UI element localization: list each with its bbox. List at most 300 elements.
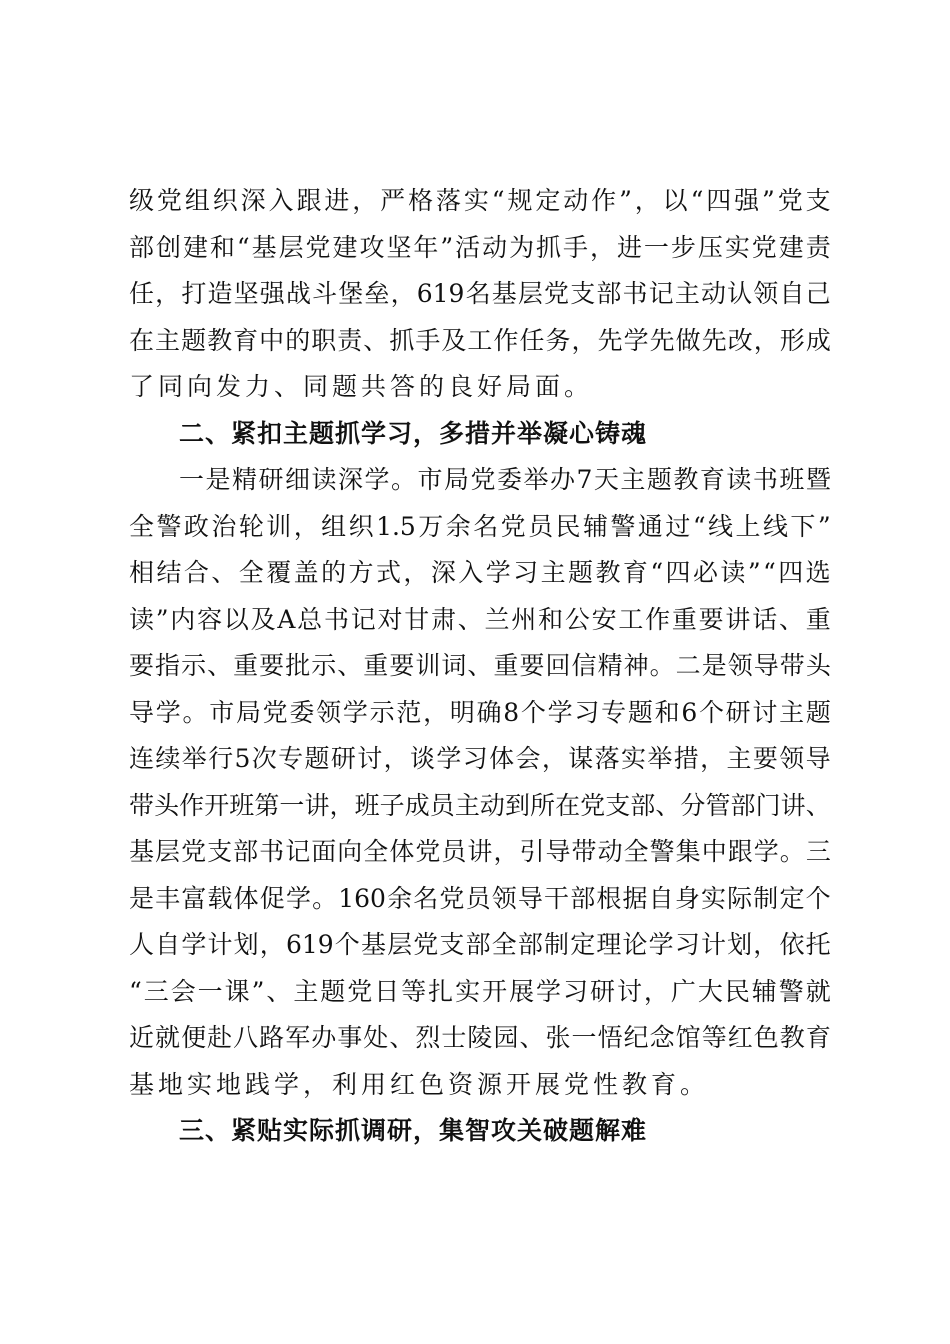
glyph: 、 [211, 558, 237, 587]
glyph: ” [747, 558, 761, 587]
glyph: 部 [465, 930, 491, 959]
glyph: 育 [622, 558, 648, 587]
glyph: 支 [570, 279, 596, 308]
glyph: 、 [805, 790, 831, 820]
glyph: 深 [430, 558, 456, 587]
glyph: 动 [700, 279, 726, 308]
glyph: 四 [706, 186, 732, 215]
glyph: 堡 [338, 279, 364, 308]
glyph: 主 [540, 558, 566, 587]
glyph: 习 [462, 744, 488, 773]
glyph: 军 [285, 1023, 311, 1052]
glyph: 题 [181, 325, 207, 355]
glyph: 部 [596, 279, 622, 308]
section-heading-3: 三、紧贴实际抓调研，集智攻关破题解难 [179, 1116, 648, 1145]
glyph: 讲 [780, 790, 806, 820]
glyph: 认 [727, 279, 753, 308]
glyph: 记 [285, 837, 311, 866]
glyph: 办 [311, 1023, 337, 1052]
glyph: 要 [698, 604, 724, 634]
paragraph-2 [129, 457, 831, 1108]
glyph: 干 [544, 883, 570, 913]
glyph: 悟 [597, 1023, 623, 1052]
glyph: 续 [155, 744, 181, 773]
glyph: 创 [155, 232, 181, 262]
text-line [129, 1015, 831, 1062]
glyph: 实 [455, 976, 481, 1006]
glyph: 余 [445, 511, 471, 541]
glyph: 导 [805, 744, 831, 773]
glyph: 话 [752, 604, 778, 634]
glyph: 工 [618, 604, 644, 634]
glyph: 题 [568, 558, 594, 587]
glyph: 层 [278, 232, 304, 262]
glyph: 在 [555, 790, 581, 820]
glyph: 方 [348, 558, 374, 587]
glyph: 中 [259, 325, 285, 355]
glyph: 指 [155, 651, 181, 680]
glyph: 及 [250, 604, 276, 634]
glyph: 导 [517, 883, 543, 913]
glyph: 训 [266, 511, 292, 541]
glyph: 先 [649, 325, 675, 355]
glyph: 明 [449, 697, 475, 727]
glyph: 馆 [675, 1023, 701, 1052]
glyph: 轮 [238, 511, 264, 541]
text-line [129, 783, 831, 830]
glyph: 结 [156, 558, 182, 587]
glyph: 制 [753, 883, 779, 913]
glyph: 个 [805, 883, 831, 913]
glyph: 范 [396, 697, 422, 727]
section-heading-2: 二、紧扣主题抓学习，多措并举凝心铸魂 [179, 418, 648, 448]
glyph: 促 [259, 883, 285, 913]
glyph: 部 [630, 790, 656, 820]
glyph: 个 [334, 930, 360, 959]
glyph: 个 [698, 697, 724, 727]
glyph: 学 [623, 325, 649, 355]
glyph: 天 [593, 465, 619, 494]
glyph: 是 [701, 651, 727, 680]
glyph: 作 [493, 325, 519, 355]
glyph: “ [763, 558, 776, 587]
glyph: 导 [129, 697, 155, 727]
glyph: 活 [455, 232, 481, 262]
glyph: 管 [705, 790, 731, 820]
glyph: 织 [212, 186, 238, 215]
glyph: ， [700, 744, 726, 773]
glyph: 全 [491, 930, 517, 959]
glyph: 支 [207, 837, 233, 866]
glyph: 主 [293, 976, 319, 1006]
glyph: 教 [779, 1023, 805, 1052]
glyph: 读 [129, 604, 155, 634]
glyph: 层 [387, 930, 413, 959]
glyph: 8 [503, 697, 520, 727]
glyph: “ [491, 186, 505, 215]
text-line [129, 922, 831, 969]
glyph: 记 [648, 279, 674, 308]
glyph: 动 [482, 232, 508, 262]
glyph: 跟 [727, 837, 753, 866]
glyph: 一 [279, 790, 305, 820]
glyph: 以 [223, 604, 249, 634]
glyph: 记 [350, 604, 376, 634]
glyph: 习 [574, 697, 600, 727]
glyph: 辅 [751, 976, 777, 1006]
glyph: 规 [507, 186, 533, 215]
glyph: 。 [312, 883, 338, 913]
glyph: 读 [720, 558, 746, 587]
glyph: 责 [337, 325, 363, 355]
glyph: 头 [805, 651, 831, 680]
glyph: ” [440, 232, 454, 262]
text-line [129, 225, 831, 272]
glyph: 展 [509, 976, 535, 1006]
glyph: 层 [517, 279, 543, 308]
glyph: 、 [389, 1023, 415, 1052]
glyph: 必 [692, 558, 718, 587]
glyph: 手 [563, 232, 589, 262]
glyph: 攻 [359, 232, 385, 262]
glyph: 的 [321, 558, 347, 587]
glyph: “ [690, 186, 704, 215]
glyph: 要 [519, 651, 545, 680]
glyph: 讨 [616, 976, 642, 1006]
text-line [129, 736, 831, 783]
glyph: 学 [753, 837, 779, 866]
glyph: 自 [648, 883, 674, 913]
glyph: 党 [181, 837, 207, 866]
glyph: ， [390, 279, 416, 308]
glyph: 领 [316, 697, 342, 727]
glyph: 公 [564, 604, 590, 634]
glyph: 全 [129, 511, 155, 541]
text-line [129, 969, 831, 1016]
glyph: 开 [204, 790, 230, 820]
glyph: 责 [805, 232, 831, 262]
glyph: 头 [154, 790, 180, 820]
glyph: 成 [404, 790, 430, 820]
glyph: 总 [297, 604, 323, 634]
glyph: 就 [805, 976, 831, 1006]
glyph: 任 [129, 279, 155, 308]
glyph: 习 [674, 930, 700, 959]
glyph: 动 [479, 790, 505, 820]
glyph: 学 [436, 744, 462, 773]
glyph: 划 [233, 930, 259, 959]
glyph: 子 [379, 790, 405, 820]
glyph: 手 [415, 325, 441, 355]
glyph: 名 [465, 279, 491, 308]
glyph: 事 [337, 1023, 363, 1052]
glyph: 垒 [364, 279, 390, 308]
text-line [129, 178, 831, 225]
glyph: 容 [197, 604, 223, 634]
glyph: 作 [179, 790, 205, 820]
glyph: 大 [697, 976, 723, 1006]
glyph: ， [259, 930, 285, 959]
glyph: 向 [337, 837, 363, 866]
glyph: 基 [491, 279, 517, 308]
glyph: 1.5 [376, 511, 416, 541]
glyph: ， [493, 837, 519, 866]
glyph: 词 [441, 651, 467, 680]
glyph: ， [329, 790, 355, 820]
glyph: 名 [413, 883, 439, 913]
glyph: 坚 [233, 279, 259, 308]
glyph: 纪 [623, 1023, 649, 1052]
glyph: 主 [726, 744, 752, 773]
glyph: 战 [285, 279, 311, 308]
glyph: ， [423, 697, 449, 727]
glyph: 讲 [725, 604, 751, 634]
glyph: 读 [311, 465, 337, 494]
glyph: 要 [259, 651, 285, 680]
glyph: 为 [509, 232, 535, 262]
glyph: 进 [616, 232, 642, 262]
glyph: 专 [278, 744, 304, 773]
glyph: 抓 [389, 325, 415, 355]
glyph: 训 [415, 651, 441, 680]
glyph: 落 [594, 744, 620, 773]
glyph: “ [236, 232, 250, 262]
glyph: 入 [268, 186, 294, 215]
glyph: 赴 [207, 1023, 233, 1052]
glyph: 党 [751, 232, 777, 262]
glyph: 学 [485, 558, 511, 587]
glyph: 斗 [312, 279, 338, 308]
glyph: 内 [170, 604, 196, 634]
glyph: 育 [233, 325, 259, 355]
glyph: 领 [753, 279, 779, 308]
glyph: 举 [523, 465, 549, 494]
glyph: 张 [545, 1023, 571, 1052]
glyph: 、 [467, 651, 493, 680]
glyph: 题 [805, 697, 831, 727]
glyph: 过 [665, 511, 691, 541]
glyph: 会 [515, 744, 541, 773]
glyph: 班 [229, 790, 255, 820]
glyph: 等 [701, 1023, 727, 1052]
glyph: 基 [360, 930, 386, 959]
glyph: 领 [779, 744, 805, 773]
glyph: 根 [596, 883, 622, 913]
glyph: 160 [338, 883, 386, 913]
glyph: 警 [649, 837, 675, 866]
glyph: 次 [251, 744, 277, 773]
glyph: 广 [670, 976, 696, 1006]
glyph: 员 [441, 837, 467, 866]
glyph: “ [692, 511, 706, 541]
glyph: 自 [779, 279, 805, 308]
glyph: 覆 [266, 558, 292, 587]
glyph: 入 [458, 558, 484, 587]
glyph: 要 [389, 651, 415, 680]
glyph: 依 [779, 930, 805, 959]
glyph: ， [571, 325, 597, 355]
glyph: ， [155, 279, 181, 308]
glyph: 论 [622, 930, 648, 959]
glyph: 烈 [415, 1023, 441, 1052]
glyph: 选 [805, 558, 831, 587]
glyph: A [277, 604, 296, 634]
glyph: 安 [591, 604, 617, 634]
glyph: 托 [805, 930, 831, 959]
glyph: 进 [324, 186, 350, 215]
glyph: 际 [727, 883, 753, 913]
glyph: 专 [601, 697, 627, 727]
glyph: 合 [183, 558, 209, 587]
glyph: 二 [675, 651, 701, 680]
glyph: 教 [595, 558, 621, 587]
glyph: 警 [156, 511, 182, 541]
glyph: 个 [520, 697, 546, 727]
glyph: 党 [470, 465, 496, 494]
glyph: ， [589, 232, 615, 262]
glyph: 上 [735, 511, 761, 541]
glyph: 集 [675, 837, 701, 866]
glyph: 党 [347, 976, 373, 1006]
glyph: 民 [724, 976, 750, 1006]
glyph: 肃 [431, 604, 457, 634]
glyph: 党 [500, 511, 526, 541]
glyph: 学 [536, 976, 562, 1006]
glyph: 色 [753, 1023, 779, 1052]
glyph: 举 [181, 744, 207, 773]
glyph: 形 [779, 325, 805, 355]
glyph: 制 [544, 930, 570, 959]
glyph: 所 [530, 790, 556, 820]
text-line [129, 829, 831, 876]
glyph: 、 [266, 976, 292, 1006]
glyph: 三 [143, 976, 169, 1006]
glyph: 年 [413, 232, 439, 262]
glyph: 兰 [484, 604, 510, 634]
glyph: 实 [463, 186, 489, 215]
glyph: 班 [779, 465, 805, 494]
glyph: 会 [170, 976, 196, 1006]
glyph: 、 [363, 325, 389, 355]
glyph: 定 [779, 883, 805, 913]
glyph: 、 [655, 790, 681, 820]
glyph: 书 [259, 837, 285, 866]
glyph: 三 [805, 837, 831, 866]
glyph: 日 [374, 976, 400, 1006]
glyph: 党 [156, 186, 182, 215]
glyph: 建 [182, 232, 208, 262]
glyph: 组 [321, 511, 347, 541]
glyph: 基 [129, 837, 155, 866]
glyph: 学 [285, 883, 311, 913]
glyph: 研 [258, 465, 284, 494]
glyph: ， [643, 976, 669, 1006]
glyph: 落 [435, 186, 461, 215]
glyph: 及 [441, 325, 467, 355]
glyph: 班 [354, 790, 380, 820]
glyph: 确 [476, 697, 502, 727]
glyph: 在 [129, 325, 155, 355]
glyph: 四 [778, 558, 804, 587]
glyph: ” [817, 511, 831, 541]
glyph: 支 [605, 790, 631, 820]
text-line [129, 318, 831, 365]
glyph: 局 [235, 697, 261, 727]
glyph: 研 [725, 697, 751, 727]
glyph: 建 [778, 232, 804, 262]
glyph: 领 [727, 651, 753, 680]
glyph: 园 [493, 1023, 519, 1052]
glyph: 党 [777, 186, 803, 215]
glyph: 部 [233, 837, 259, 866]
glyph: 。 [779, 837, 805, 866]
glyph: 近 [129, 1023, 155, 1052]
glyph: 。 [182, 697, 208, 727]
glyph: 扎 [428, 976, 454, 1006]
text-line [129, 643, 831, 690]
glyph: 党 [413, 930, 439, 959]
text-line [129, 504, 831, 551]
glyph: 门 [755, 790, 781, 820]
glyph: 一 [197, 976, 223, 1006]
glyph: 示 [311, 651, 337, 680]
glyph: 领 [491, 883, 517, 913]
glyph: 载 [207, 883, 233, 913]
glyph: 党 [262, 697, 288, 727]
text-line [129, 597, 831, 644]
glyph: ， [293, 511, 319, 541]
glyph: 盖 [293, 558, 319, 587]
glyph: 导 [753, 651, 779, 680]
text-line [129, 271, 831, 318]
glyph: 导 [545, 837, 571, 866]
glyph: 相 [129, 558, 155, 587]
glyph: 党 [580, 790, 606, 820]
glyph: 学 [648, 930, 674, 959]
glyph: 八 [233, 1023, 259, 1052]
glyph: 深 [240, 186, 266, 215]
glyph: 重 [805, 604, 831, 634]
glyph: 、 [207, 651, 233, 680]
glyph: 619 [285, 930, 334, 959]
glyph: 重 [233, 651, 259, 680]
glyph: 局 [444, 465, 470, 494]
glyph: 学 [547, 697, 573, 727]
glyph: 体 [233, 883, 259, 913]
glyph: 办 [550, 465, 576, 494]
glyph: 、 [778, 604, 804, 634]
glyph: 书 [622, 279, 648, 308]
glyph: 动 [563, 186, 589, 215]
glyph: 强 [259, 279, 285, 308]
glyph: 讲 [304, 790, 330, 820]
glyph: ， [753, 325, 779, 355]
glyph: 理 [596, 930, 622, 959]
glyph: 警 [610, 511, 636, 541]
glyph: 分 [680, 790, 706, 820]
glyph: 和 [654, 697, 680, 727]
glyph: 念 [649, 1023, 675, 1052]
glyph: 习 [513, 558, 539, 587]
glyph: 619 [416, 279, 465, 308]
glyph: 式 [375, 558, 401, 587]
glyph: ” [155, 604, 169, 634]
glyph: 丰 [155, 883, 181, 913]
glyph: 示 [181, 651, 207, 680]
glyph: 陵 [467, 1023, 493, 1052]
glyph: 党 [305, 232, 331, 262]
glyph: 学 [364, 465, 390, 494]
